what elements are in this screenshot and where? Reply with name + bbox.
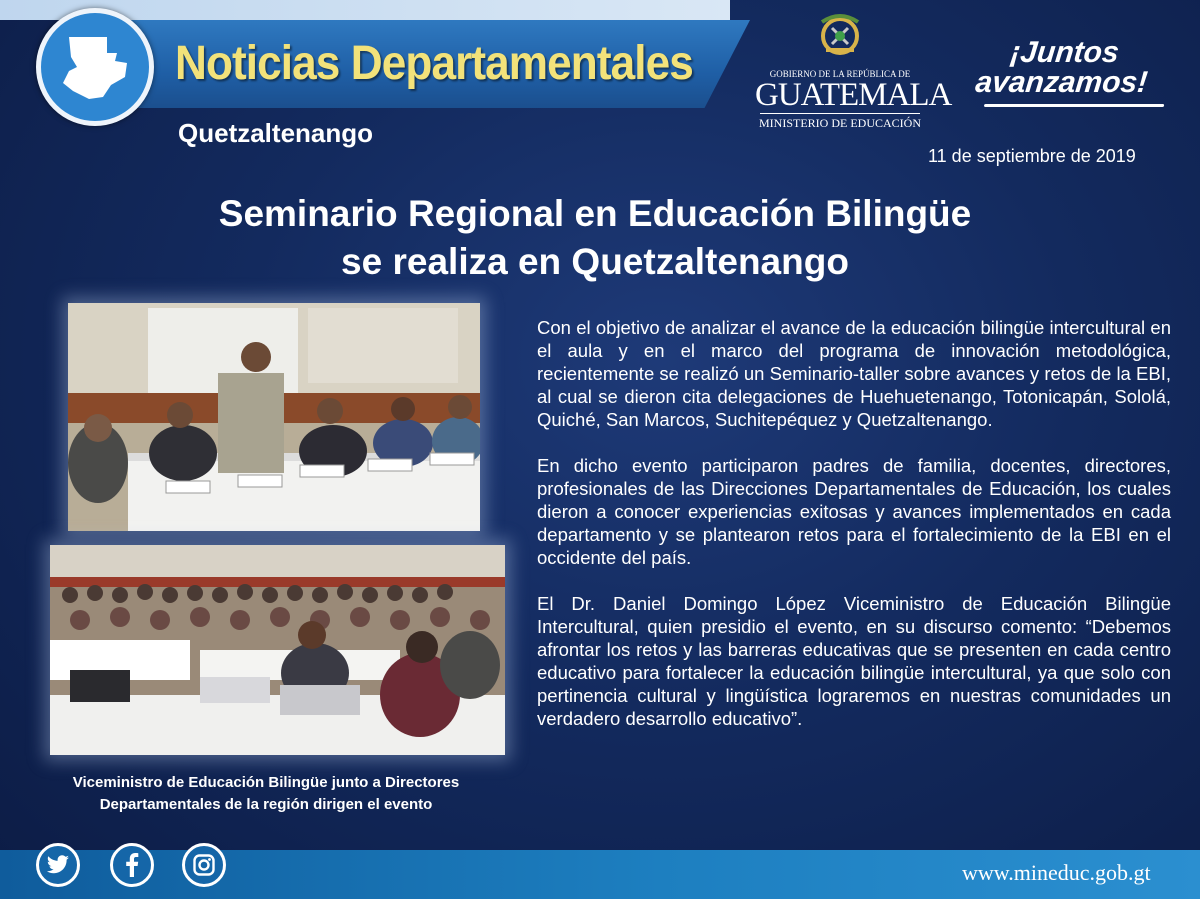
website-link[interactable]: www.mineduc.gob.gt: [962, 860, 1151, 885]
headline-line-1: Seminario Regional en Educación Bilingüe: [218, 193, 972, 234]
slogan-underline: [984, 104, 1164, 107]
gov-line: GOBIERNO DE LA REPÚBLICA DE: [769, 69, 911, 79]
coat-of-arms-icon: [810, 10, 870, 60]
photo-head-table: [68, 303, 480, 531]
photo-caption: [20, 772, 512, 816]
paragraph-1: Con el objetivo de analizar el avance de la educación bilingüe intercultural en el aula y en el marco del programa de innovación metodológica, recientemente se realizó un Seminario-taller sobre avances y retos de la EBI, al cual se dieron cita delegaciones de Huehuetenango, Totonicapán, Sololá, Quiché, San Marcos, Suchitepéquez y Quetzaltenango.: [537, 317, 1171, 430]
instagram-icon[interactable]: [182, 843, 226, 887]
government-logo: [755, 10, 952, 130]
facebook-icon[interactable]: [110, 843, 154, 887]
banner-title: Noticias Departamentales: [175, 37, 693, 90]
logo-divider: [760, 113, 920, 114]
paragraph-2: En dicho evento participaron padres de familia, docentes, directores, profesionales de las Direcciones Departamentales de Educación, los cuales dieron a conocer experiencias exitosas y avances implementados en cada departamento y se plantearon retos para el fortalecimiento de la EBI en el occidente del país.: [537, 455, 1171, 568]
twitter-icon[interactable]: [36, 843, 80, 887]
photo-audience: [50, 545, 505, 755]
publication-date: 11 de septiembre de 2019: [928, 146, 1136, 166]
department-name: Quetzaltenango: [178, 118, 374, 148]
guatemala-map-icon: [36, 8, 154, 126]
caption-line-1: Viceministro de Educación Bilingüe junto a Directores: [72, 774, 460, 791]
headline: [120, 190, 1070, 286]
gov-ministry: MINISTERIO DE EDUCACIÓN: [759, 116, 921, 130]
gov-country: GUATEMALA: [755, 77, 952, 113]
article-body: [537, 316, 1171, 753]
slogan-line-1: ¡Juntos: [1008, 36, 1121, 69]
slogan: [945, 38, 1181, 98]
paragraph-3: El Dr. Daniel Domingo López Viceministro de Educación Bilingüe Intercultural, quien presidio el evento, en su discurso comento: “Debemos afrontar los retos y las barreras educativas que se presenten en cada centro educativo para fortalecer la educación bilingüe intercultural, ya que solo con pertinencia cultural y lingüística lograremos en nuestras comunidades un verdadero desarrollo educativo”.: [537, 593, 1171, 729]
slogan-line-2: avanzamos!: [973, 66, 1150, 99]
caption-line-2: Departamentales de la región dirigen el evento: [99, 796, 433, 813]
headline-line-2: se realiza en Quetzaltenango: [341, 241, 849, 282]
